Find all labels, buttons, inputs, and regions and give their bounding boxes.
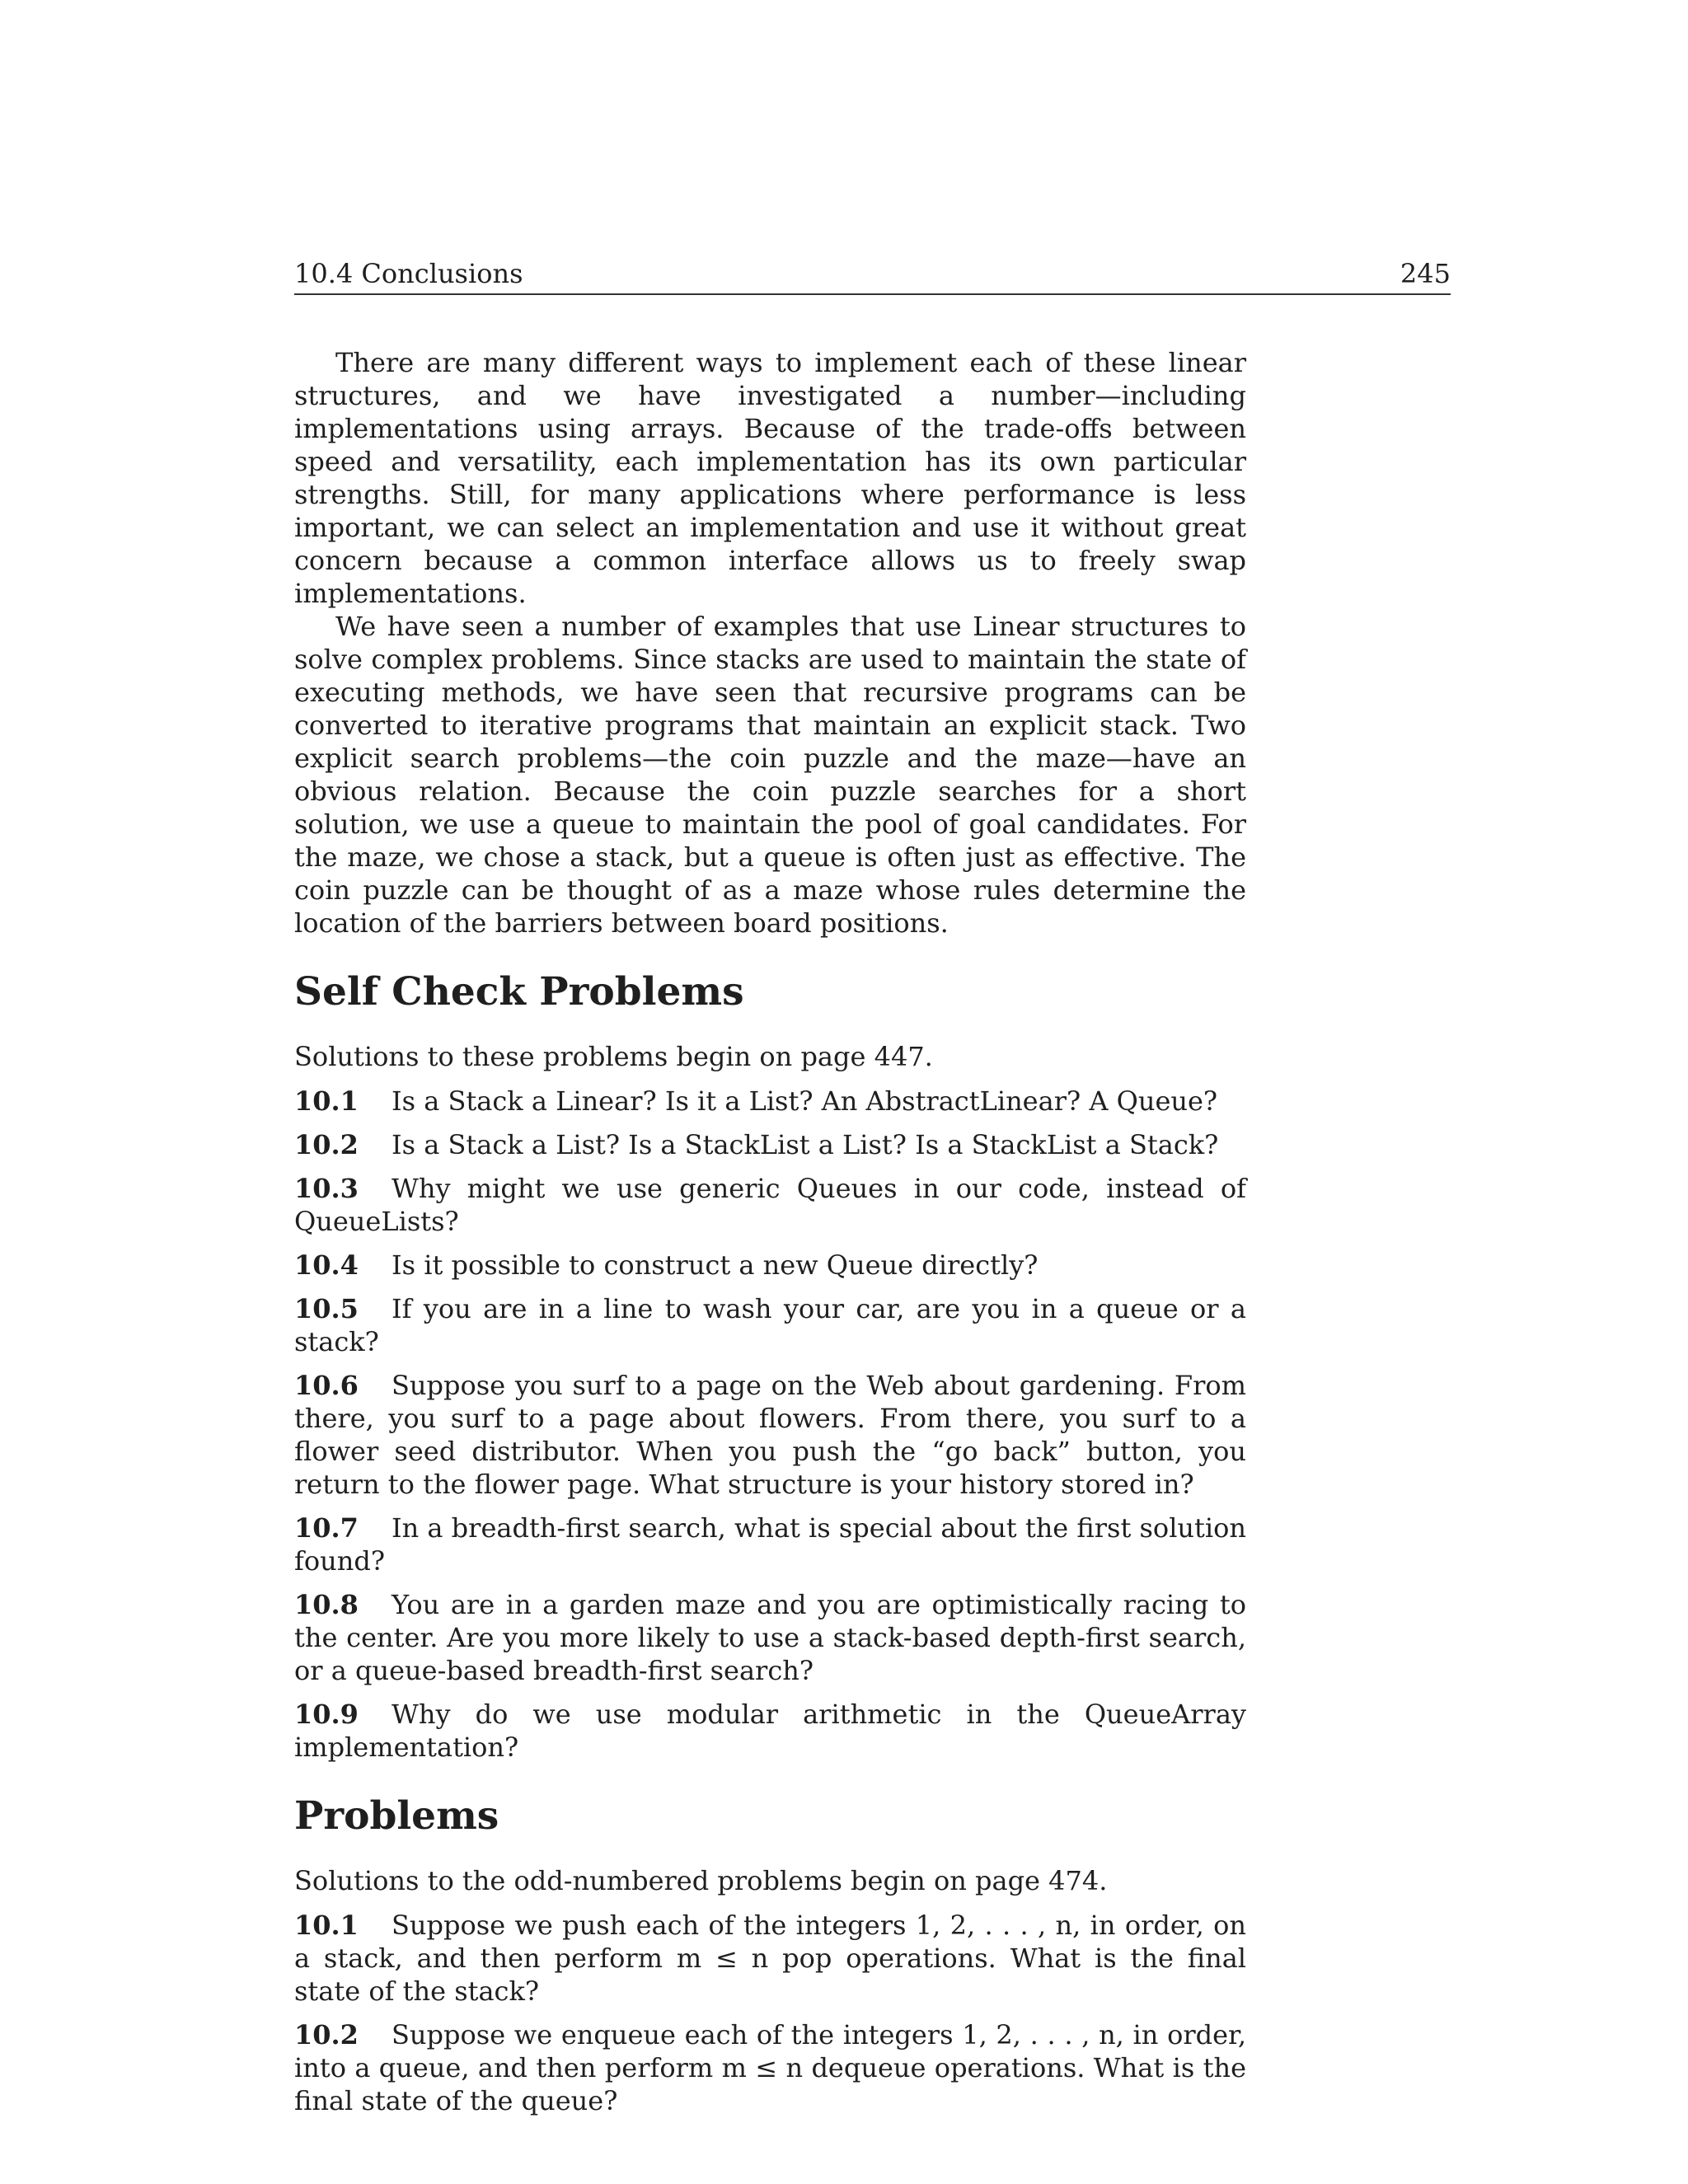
item-text: Suppose we push each of the integers 1, 2, . . . , n, in order, on a stack, and then perform m ≤ n pop operations. What is the final state of the stack? [294,1910,1246,2007]
item-number: 10.3 [294,1173,359,1204]
problems-intro: Solutions to the odd-numbered problems begin on page 474. [294,1865,1108,1896]
item-text: Is it possible to construct a new Queue directly? [392,1249,1039,1281]
self-check-item [294,1698,1246,1764]
problem-item [294,1909,1246,2008]
item-text: In a breadth-first search, what is special about the first solution found? [294,1512,1246,1577]
item-number: 10.2 [294,2019,359,2050]
item-text: Is a Stack a List? Is a StackList a List? Is a StackList a Stack? [392,1129,1219,1160]
body-column [294,346,1246,2128]
section-title: 10.4 Conclusions [294,258,523,289]
self-check-item [294,1085,1246,1118]
item-number: 10.7 [294,1512,359,1544]
self-check-heading: Self Check Problems [294,969,744,1015]
self-check-item [294,1511,1246,1577]
self-check-intro: Solutions to these problems begin on page 447. [294,1041,933,1072]
page-number: 245 [1400,258,1451,289]
self-check-item [294,1292,1246,1358]
item-number: 10.1 [294,1910,359,1941]
self-check-item [294,1588,1246,1687]
problem-item [294,2018,1246,2117]
item-number: 10.9 [294,1699,359,1730]
item-number: 10.4 [294,1249,359,1281]
problems-heading: Problems [294,1793,499,1839]
item-number: 10.6 [294,1370,359,1401]
item-text: You are in a garden maze and you are optimistically racing to the center. Are you more likely to use a stack-based depth-first search, or a queue-based breadth-first search? [294,1589,1246,1686]
self-check-item [294,1172,1246,1238]
item-text: Why do we use modular arithmetic in the QueueArray implementation? [294,1699,1246,1763]
item-number: 10.8 [294,1589,359,1620]
item-text: Is a Stack a Linear? Is it a List? An AbstractLinear? A Queue? [392,1085,1218,1117]
self-check-item [294,1249,1246,1282]
paragraph: We have seen a number of examples that use Linear structures to solve complex problems. Since stacks are used to maintain the state of executing methods, we have seen that recursive programs can be converted to iterative programs that maintain an explicit stack. Two explicit search problems—the coin puzzle and the maze—have an obvious relation. Because the coin puzzle searches for a short solution, we use a queue to maintain the pool of goal candidates. For the maze, we chose a stack, but a queue is often just as effective. The coin puzzle can be thought of as a maze whose rules determine the location of the barriers between board positions. [294,611,1246,939]
item-text: Why might we use generic Queues in our code, instead of QueueLists? [294,1173,1246,1237]
item-text: Suppose we enqueue each of the integers 1, 2, . . . , n, in order, into a queue, and then perform m ≤ n dequeue operations. What is the final state of the queue? [294,2019,1246,2116]
item-number: 10.5 [294,1293,359,1324]
running-header [294,257,1451,295]
item-text: Suppose you surf to a page on the Web about gardening. From there, you surf to a page about flowers. From there, you surf to a flower seed distributor. When you push the “go back” button, you return to the flower page. What structure is your history stored in? [294,1370,1246,1500]
item-number: 10.2 [294,1129,359,1160]
self-check-item [294,1369,1246,1501]
paragraph: There are many different ways to implement each of these linear structures, and we have investigated a number—including implementations using arrays. Because of the trade-offs between speed and versatility, each implementation has its own particular strengths. Still, for many applications where performance is less important, we can select an implementation and use it without great concern because a common interface allows us to freely swap implementations. [294,347,1246,609]
item-number: 10.1 [294,1085,359,1117]
self-check-item [294,1128,1246,1161]
item-text: If you are in a line to wash your car, are you in a queue or a stack? [294,1293,1246,1357]
